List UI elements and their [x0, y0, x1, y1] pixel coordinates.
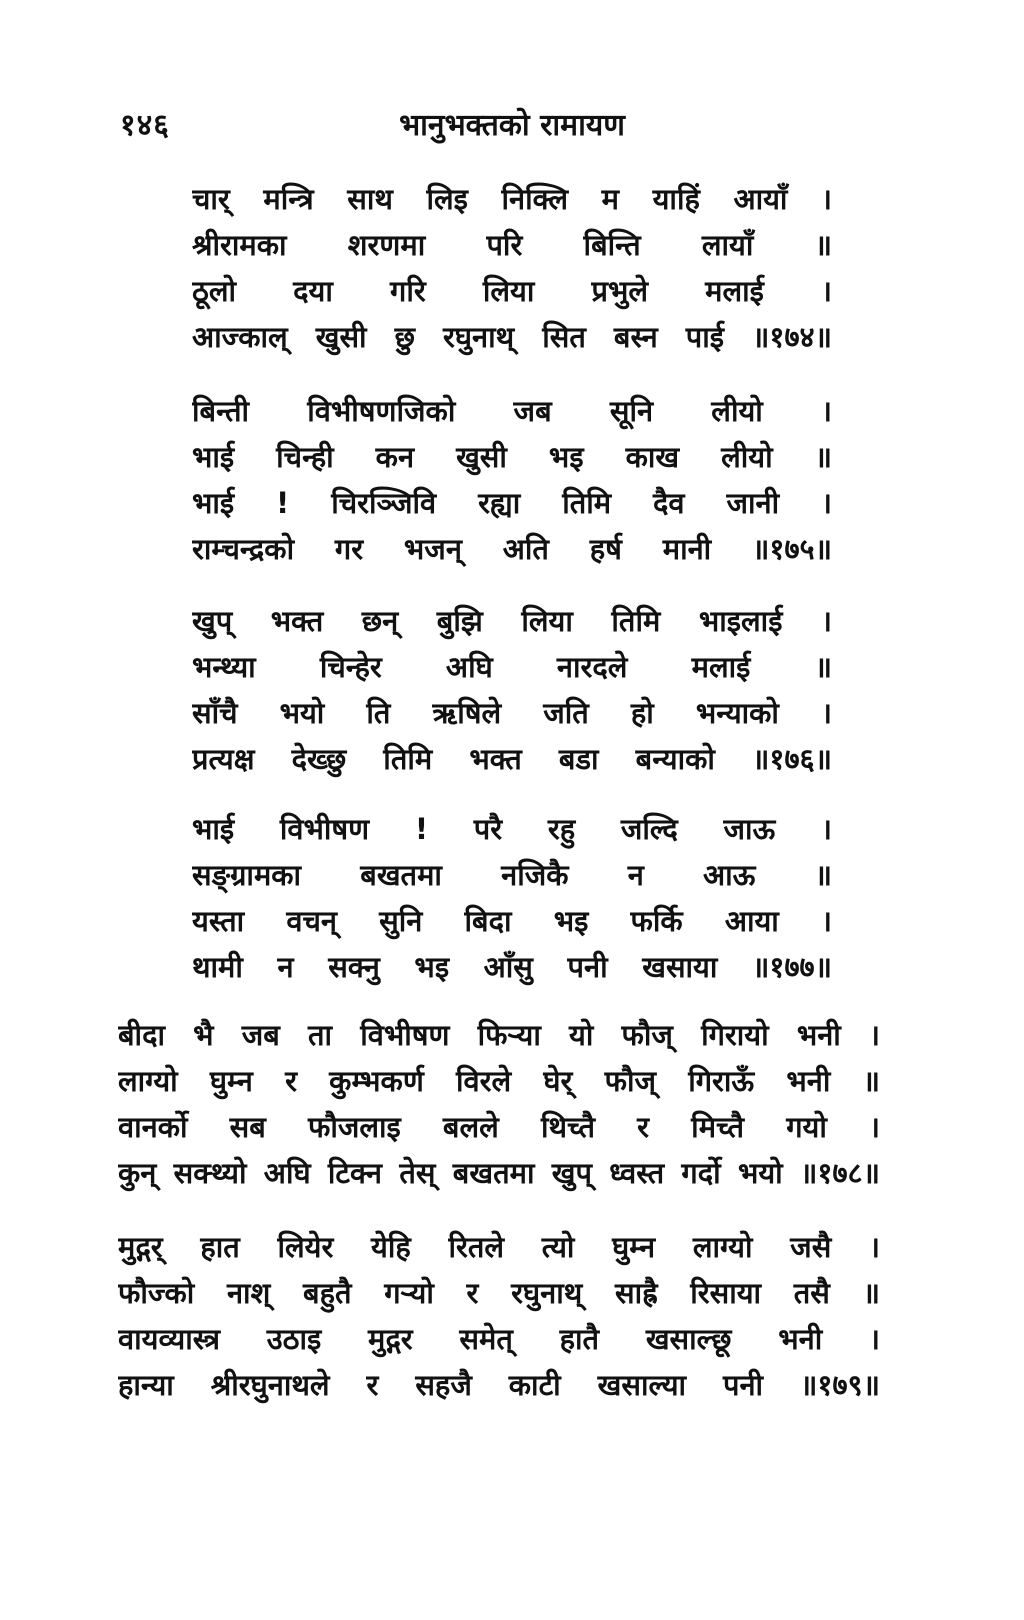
- verse-stanza-178: [118, 1012, 880, 1196]
- verse-line: वानर्को सब फौजलाइ बलले थिच्तै र मिच्तै गयो ।: [118, 1110, 880, 1144]
- verse-line: श्रीरामका शरणमा परि बिन्ति लायाँ ॥: [192, 228, 832, 262]
- verse-line: फौज्को नाश् बहुतै गऱ्यो र रघुनाथ् साह्रै रिसाया तसै ॥: [118, 1276, 880, 1310]
- verse-line: कुन् सक्थ्यो अघि टिक्न तेस् बखतमा खुप् ध्वस्त गर्दो भयो ॥१७८॥: [118, 1156, 880, 1190]
- verse-line: यस्ता वचन् सुनि बिदा भइ फर्कि आया ।: [192, 904, 832, 938]
- verse-stanza-179: [118, 1224, 880, 1408]
- verse-line: खुप् भक्त छन् बुझि लिया तिमि भाइलाई ।: [192, 604, 832, 638]
- verse-line: साँचै भयो ति ऋषिले जति हो भन्याको ।: [192, 696, 832, 730]
- verse-line: भाई चिन्ही कन खुसी भइ काख लीयो ॥: [192, 440, 832, 474]
- verse-stanza-176: [192, 598, 832, 782]
- verse-line: बिन्ती विभीषणजिको जब सूनि लीयो ।: [192, 394, 832, 428]
- verse-line: भन्थ्या चिन्हेर अघि नारदले मलाई ॥: [192, 650, 832, 684]
- verse-line: सङ्ग्रामका बखतमा नजिकै न आऊ ॥: [192, 858, 832, 892]
- verse-line: वायव्यास्त्र उठाइ मुद्गर समेत् हातै खसाल्छू भनी ।: [118, 1322, 880, 1356]
- verse-stanza-175: [192, 388, 832, 572]
- verse-line: मुद्गर् हात लियेर येहि रितले त्यो घुम्न लाग्यो जसै ।: [118, 1230, 880, 1264]
- verse-stanza-174: [192, 176, 832, 360]
- page-number: १४६: [120, 108, 170, 143]
- verse-line: भाई विभीषण ! परै रहु जल्दि जाऊ ।: [192, 812, 832, 846]
- running-title: भानुभक्तको रामायण: [399, 108, 625, 143]
- verse-line: राम्चन्द्रको गर भजन् अति हर्ष मानी ॥१७५॥: [192, 532, 832, 566]
- verse-line: हान्या श्रीरघुनाथले र सहजै काटी खसाल्या पनी ॥१७९॥: [118, 1368, 880, 1402]
- verse-line: आज्काल् खुसी छु रघुनाथ् सित बस्न पाई ॥१७४॥: [192, 320, 832, 354]
- verse-line: थामी न सक्नु भइ आँसु पनी खसाया ॥१७७॥: [192, 950, 832, 984]
- verse-line: प्रत्यक्ष देख्छु तिमि भक्त बडा बन्याको ॥१७६॥: [192, 742, 832, 776]
- verse-stanza-177: [192, 806, 832, 990]
- verse-line: बीदा भै जब ता विभीषण फिऱ्या यो फौज् गिरायो भनी ।: [118, 1018, 880, 1052]
- verse-line: चार् मन्त्रि साथ लिइ निक्लि म याहिं आयाँ ।: [192, 182, 832, 216]
- verse-line: ठूलो दया गरि लिया प्रभुले मलाई ।: [192, 274, 832, 308]
- verse-line: लाग्यो घुम्न र कुम्भकर्ण विरले घेर् फौज् गिराऊँ भनी ॥: [118, 1064, 880, 1098]
- verse-line: भाई ! चिरञ्जिवि रह्या तिमि दैव जानी ।: [192, 486, 832, 520]
